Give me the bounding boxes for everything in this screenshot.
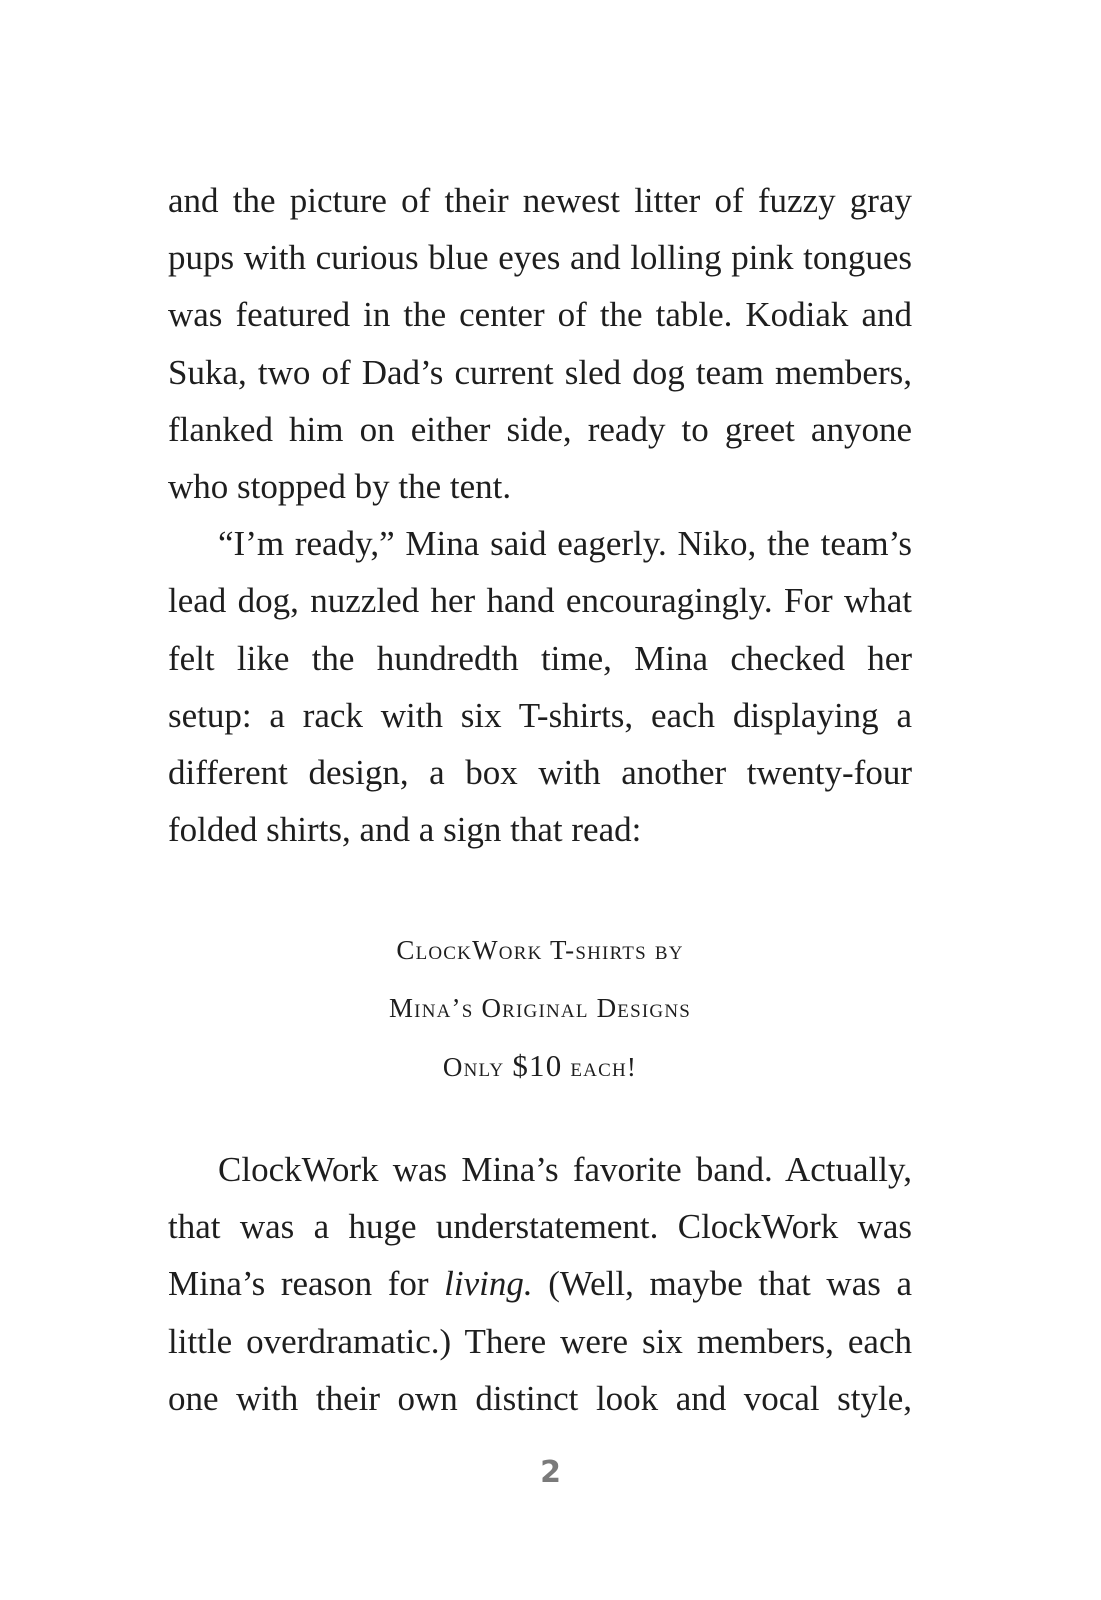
- sign-each-text: each!: [562, 1052, 638, 1082]
- text-line: who stopped by the tent.: [168, 467, 512, 507]
- sign-only-text: Only: [442, 1052, 513, 1082]
- text-line: “I’m ready,” Mina said eagerly. Niko, the team’s: [218, 524, 912, 564]
- text-line: lead dog, nuzzled her hand encouragingly. For what: [168, 581, 912, 621]
- emphasis-living: living.: [444, 1264, 533, 1304]
- text-line: setup: a rack with six T-shirts, each displaying a: [168, 695, 912, 735]
- text-line: flanked him on either side, ready to greet anyone: [168, 409, 912, 449]
- text-segment: (Well, maybe that was a: [532, 1264, 912, 1304]
- text-line: [168, 1255, 912, 1312]
- text-line: felt like the hundredth time, Mina checked her: [168, 638, 912, 678]
- text-line: folded shirts, and a sign that read:: [168, 810, 642, 850]
- sign-price: $10: [512, 1048, 563, 1083]
- text-segment: Mina’s reason for: [168, 1264, 445, 1304]
- text-line: that was a huge understatement. ClockWork was: [168, 1207, 912, 1247]
- text-line: little overdramatic.) There were six members, each: [168, 1321, 912, 1361]
- sign-line: [168, 1037, 912, 1097]
- text-line: ClockWork was Mina’s favorite band. Actually,: [218, 1150, 912, 1189]
- sign-line: ClockWork T-shirts by: [396, 935, 684, 965]
- text-line: Suka, two of Dad’s current sled dog team members,: [168, 352, 912, 392]
- sign-line: Mina’s Original Designs: [388, 992, 692, 1023]
- tshirt-sign: [168, 922, 912, 1097]
- body-text-top: [168, 172, 912, 858]
- page-number: 2: [540, 1455, 561, 1490]
- text-line: one with their own distinct look and vocal style,: [168, 1378, 912, 1418]
- text-line: was featured in the center of the table. Kodiak and: [168, 295, 912, 335]
- text-line: different design, a box with another twenty-four: [168, 753, 912, 793]
- text-line: and the picture of their newest litter of fuzzy gray: [168, 181, 912, 220]
- text-line: pups with curious blue eyes and lolling pink tongues: [168, 238, 912, 278]
- body-text-bottom: [168, 1141, 912, 1427]
